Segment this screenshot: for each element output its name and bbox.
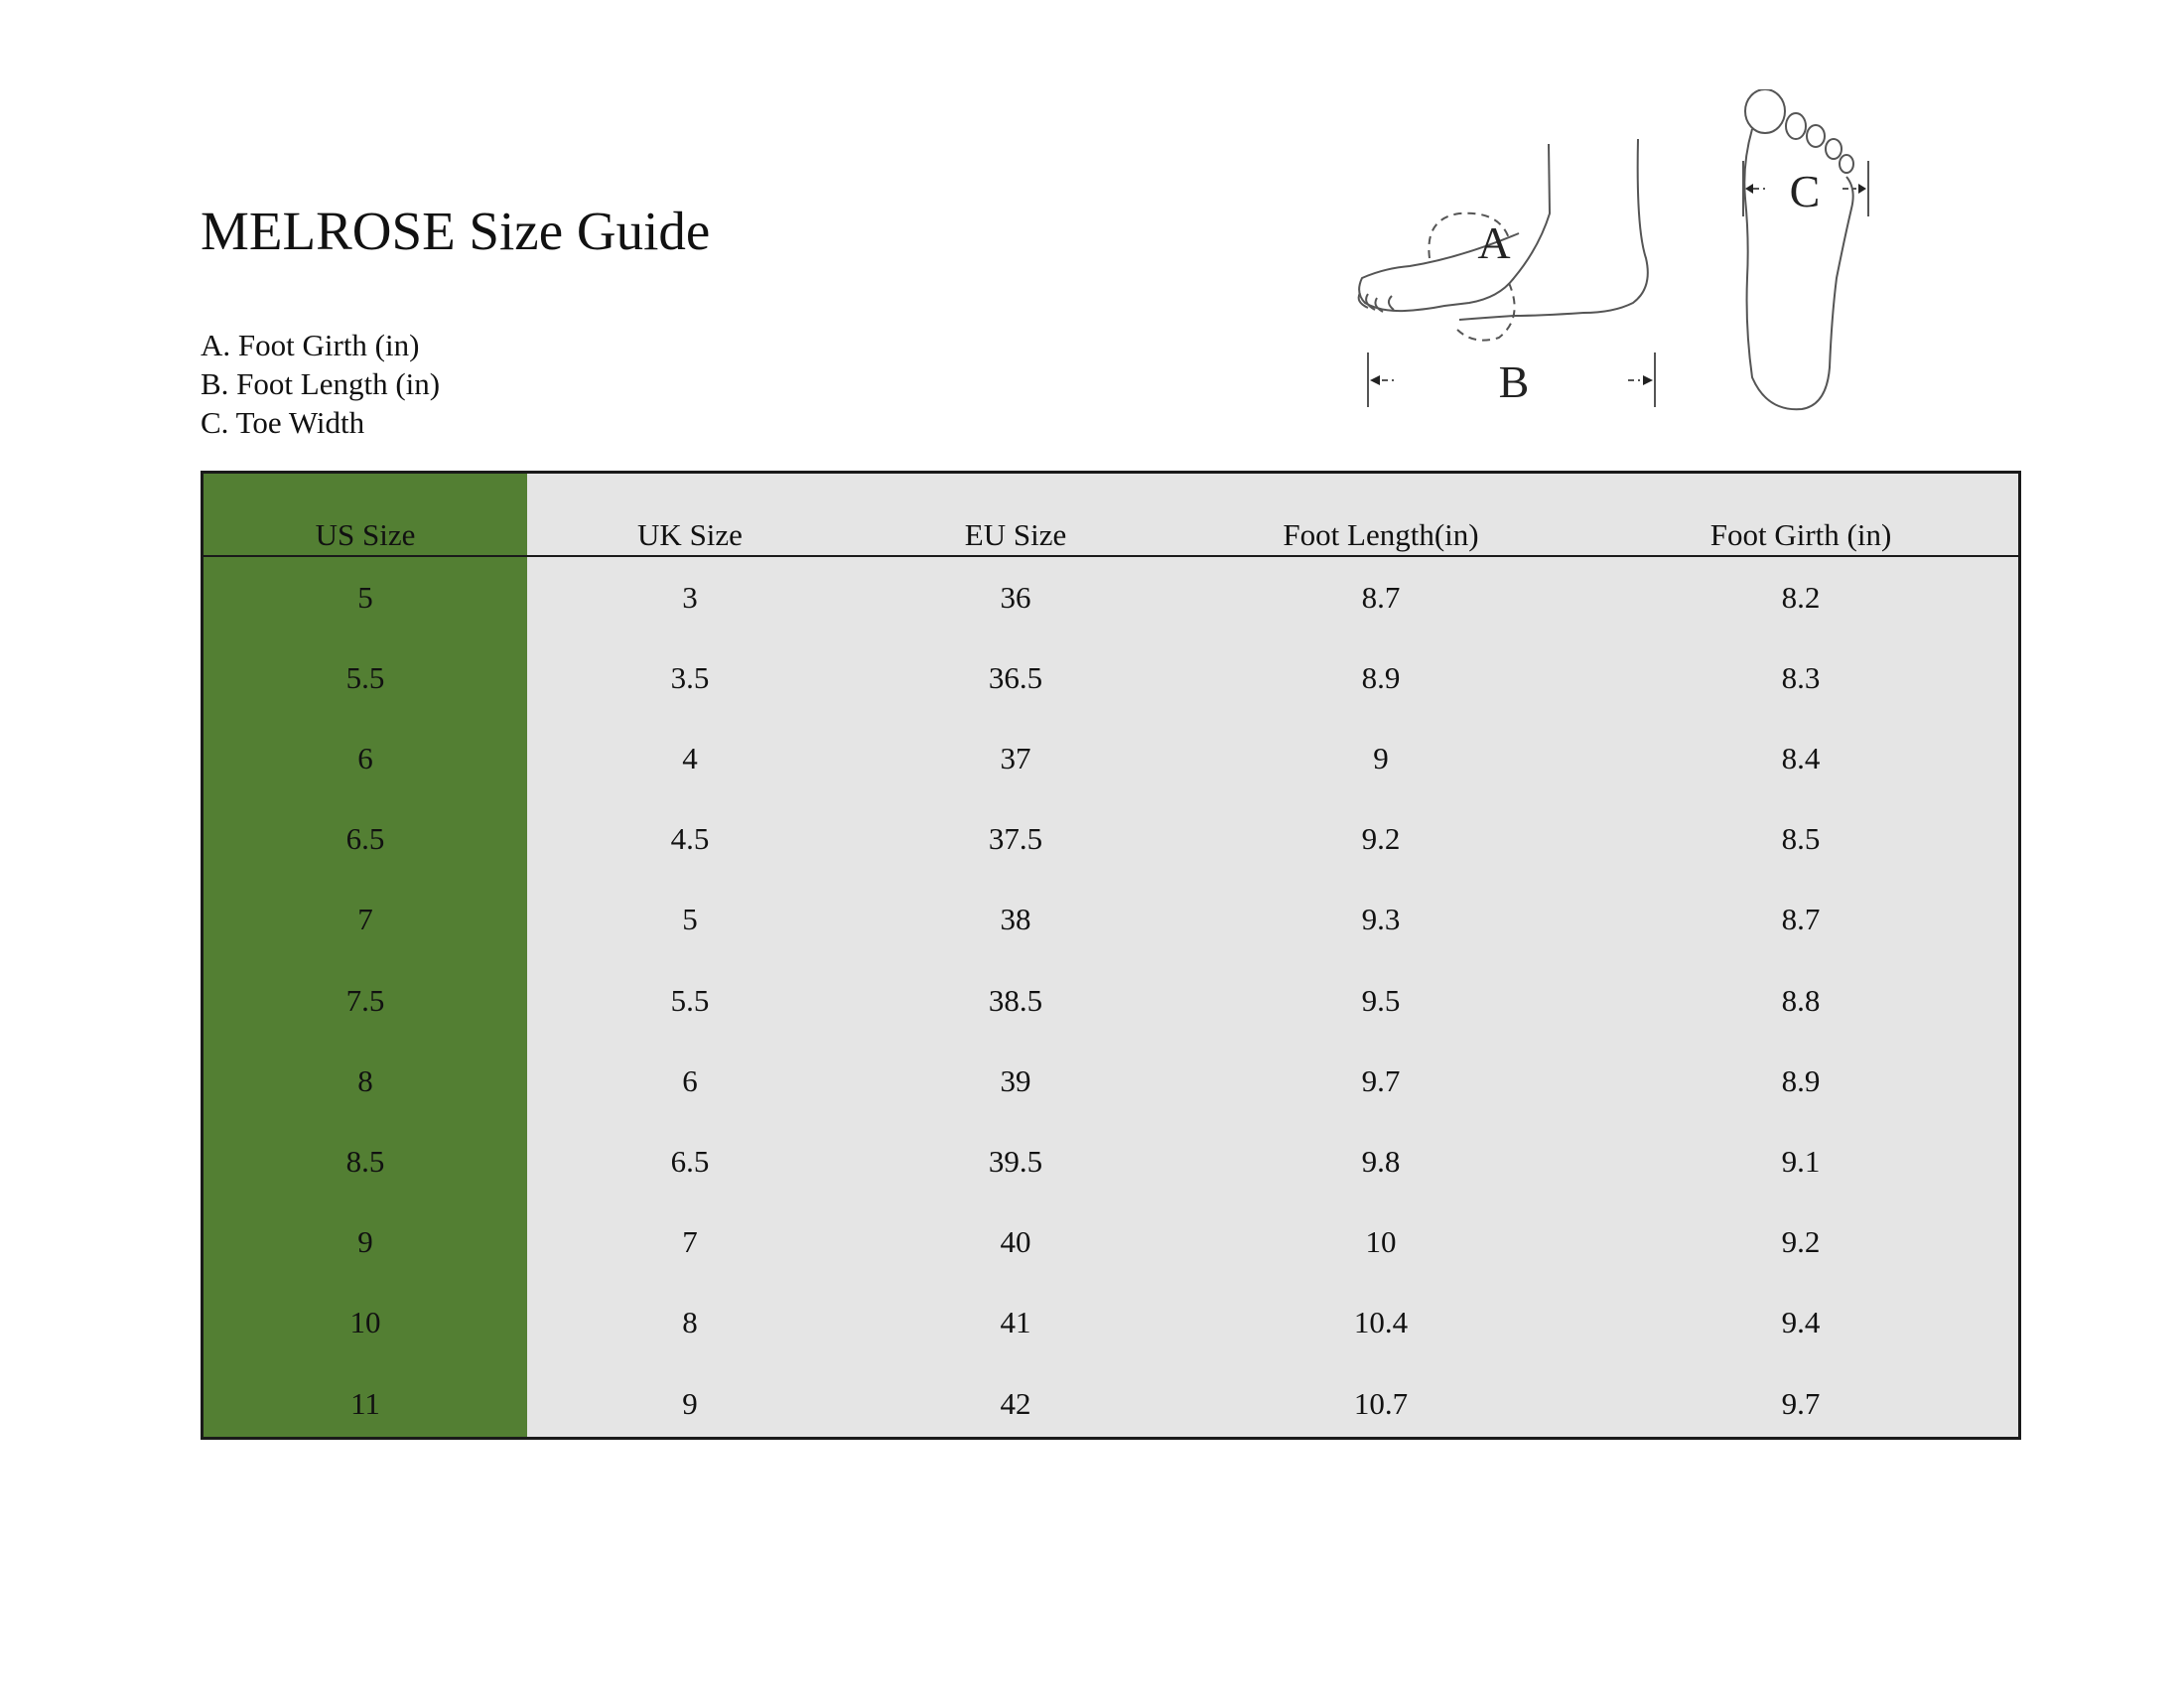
- legend-item-foot-length: B. Foot Length (in): [201, 366, 441, 401]
- foot-girth-cell: 8.3: [1781, 659, 1821, 695]
- us-size-cell: 11: [350, 1385, 380, 1421]
- foot-girth-cell: 9.1: [1781, 1143, 1821, 1179]
- foot-length-cell: 9.3: [1361, 902, 1401, 937]
- eu-size-cell: 36: [1000, 579, 1031, 615]
- foot-measurement-diagram: [1350, 89, 1906, 417]
- foot-girth-cell: 8.5: [1781, 821, 1821, 857]
- foot-length-cell: 10.7: [1353, 1385, 1409, 1421]
- uk-size-cell: 4: [682, 740, 698, 775]
- eu-size-cell: 38: [1000, 902, 1031, 937]
- foot-girth-cell: 9.2: [1781, 1224, 1821, 1260]
- foot-length-cell: 8.9: [1361, 659, 1401, 695]
- table-row: [204, 1121, 2018, 1201]
- foot-length-cell: 9: [1373, 740, 1389, 775]
- foot-length-cell: 8.7: [1361, 579, 1401, 615]
- legend-item-toe-width: C. Toe Width: [201, 405, 365, 440]
- us-size-cell: 5.5: [345, 659, 385, 695]
- eu-size-cell: 39.5: [988, 1143, 1043, 1179]
- foot-girth-cell: 8.9: [1781, 1062, 1821, 1098]
- uk-size-cell: 4.5: [670, 821, 710, 857]
- uk-size-cell: 3: [682, 579, 698, 615]
- table-header-row: [204, 474, 2018, 555]
- us-size-cell: 6: [357, 740, 373, 775]
- diagram-label-c: C: [1789, 166, 1821, 216]
- foot-length-cell: 9.5: [1361, 982, 1401, 1018]
- eu-size-cell: 36.5: [988, 659, 1043, 695]
- header-foot-length: Foot Length(in): [1283, 517, 1479, 552]
- table-row: [204, 718, 2018, 798]
- us-size-cell: 8: [357, 1062, 373, 1098]
- uk-size-cell: 8: [682, 1305, 698, 1340]
- us-size-cell: 8.5: [345, 1143, 385, 1179]
- eu-size-cell: 39: [1000, 1062, 1031, 1098]
- eu-size-cell: 42: [1000, 1385, 1031, 1421]
- size-chart-table: [201, 471, 2021, 1440]
- eu-size-cell: 37: [1000, 740, 1031, 775]
- measurement-legend: [201, 326, 440, 442]
- page-title: MELROSE Size Guide: [201, 201, 711, 261]
- eu-size-cell: 40: [1000, 1224, 1031, 1260]
- foot-girth-cell: 8.8: [1781, 982, 1821, 1018]
- side-foot-outline: [1359, 144, 1550, 311]
- table-row: [204, 960, 2018, 1041]
- us-size-cell: 6.5: [345, 821, 385, 857]
- table-row: [204, 880, 2018, 960]
- foot-girth-cell: 9.4: [1781, 1305, 1821, 1340]
- eu-size-cell: 38.5: [988, 982, 1043, 1018]
- us-size-cell: 10: [349, 1305, 381, 1340]
- table-row: [204, 1283, 2018, 1363]
- foot-length-cell: 9.7: [1361, 1062, 1401, 1098]
- uk-size-cell: 5: [682, 902, 698, 937]
- table-row: [204, 799, 2018, 880]
- uk-size-cell: 9: [682, 1385, 698, 1421]
- us-size-cell: 9: [357, 1224, 373, 1260]
- diagram-label-b: B: [1498, 356, 1530, 407]
- table-row: [204, 1041, 2018, 1121]
- header-us-size: US Size: [315, 517, 416, 552]
- eu-size-cell: 41: [1000, 1305, 1031, 1340]
- header-uk-size: UK Size: [637, 517, 743, 552]
- table-row: [204, 637, 2018, 718]
- foot-girth-cell: 8.2: [1781, 579, 1821, 615]
- us-size-cell: 5: [357, 579, 373, 615]
- table-row: [204, 1202, 2018, 1283]
- table-row: [204, 557, 2018, 637]
- uk-size-cell: 6: [682, 1062, 698, 1098]
- foot-girth-cell: 9.7: [1781, 1385, 1821, 1421]
- header-foot-girth: Foot Girth (in): [1709, 517, 1892, 552]
- diagram-label-a: A: [1477, 217, 1511, 268]
- uk-size-cell: 3.5: [670, 659, 710, 695]
- foot-girth-cell: 8.4: [1781, 740, 1821, 775]
- foot-length-cell: 10: [1365, 1224, 1397, 1260]
- uk-size-cell: 6.5: [670, 1143, 710, 1179]
- eu-size-cell: 37.5: [988, 821, 1043, 857]
- uk-size-cell: 7: [682, 1224, 698, 1260]
- header-eu-size: EU Size: [964, 517, 1067, 552]
- foot-length-cell: 9.8: [1361, 1143, 1401, 1179]
- foot-girth-cell: 8.7: [1781, 902, 1821, 937]
- foot-length-cell: 9.2: [1361, 821, 1401, 857]
- table-row: [204, 1363, 2018, 1440]
- foot-length-cell: 10.4: [1353, 1305, 1409, 1340]
- uk-size-cell: 5.5: [670, 982, 710, 1018]
- legend-item-foot-girth: A. Foot Girth (in): [201, 328, 420, 362]
- us-size-cell: 7.5: [345, 982, 385, 1018]
- us-size-cell: 7: [357, 902, 373, 937]
